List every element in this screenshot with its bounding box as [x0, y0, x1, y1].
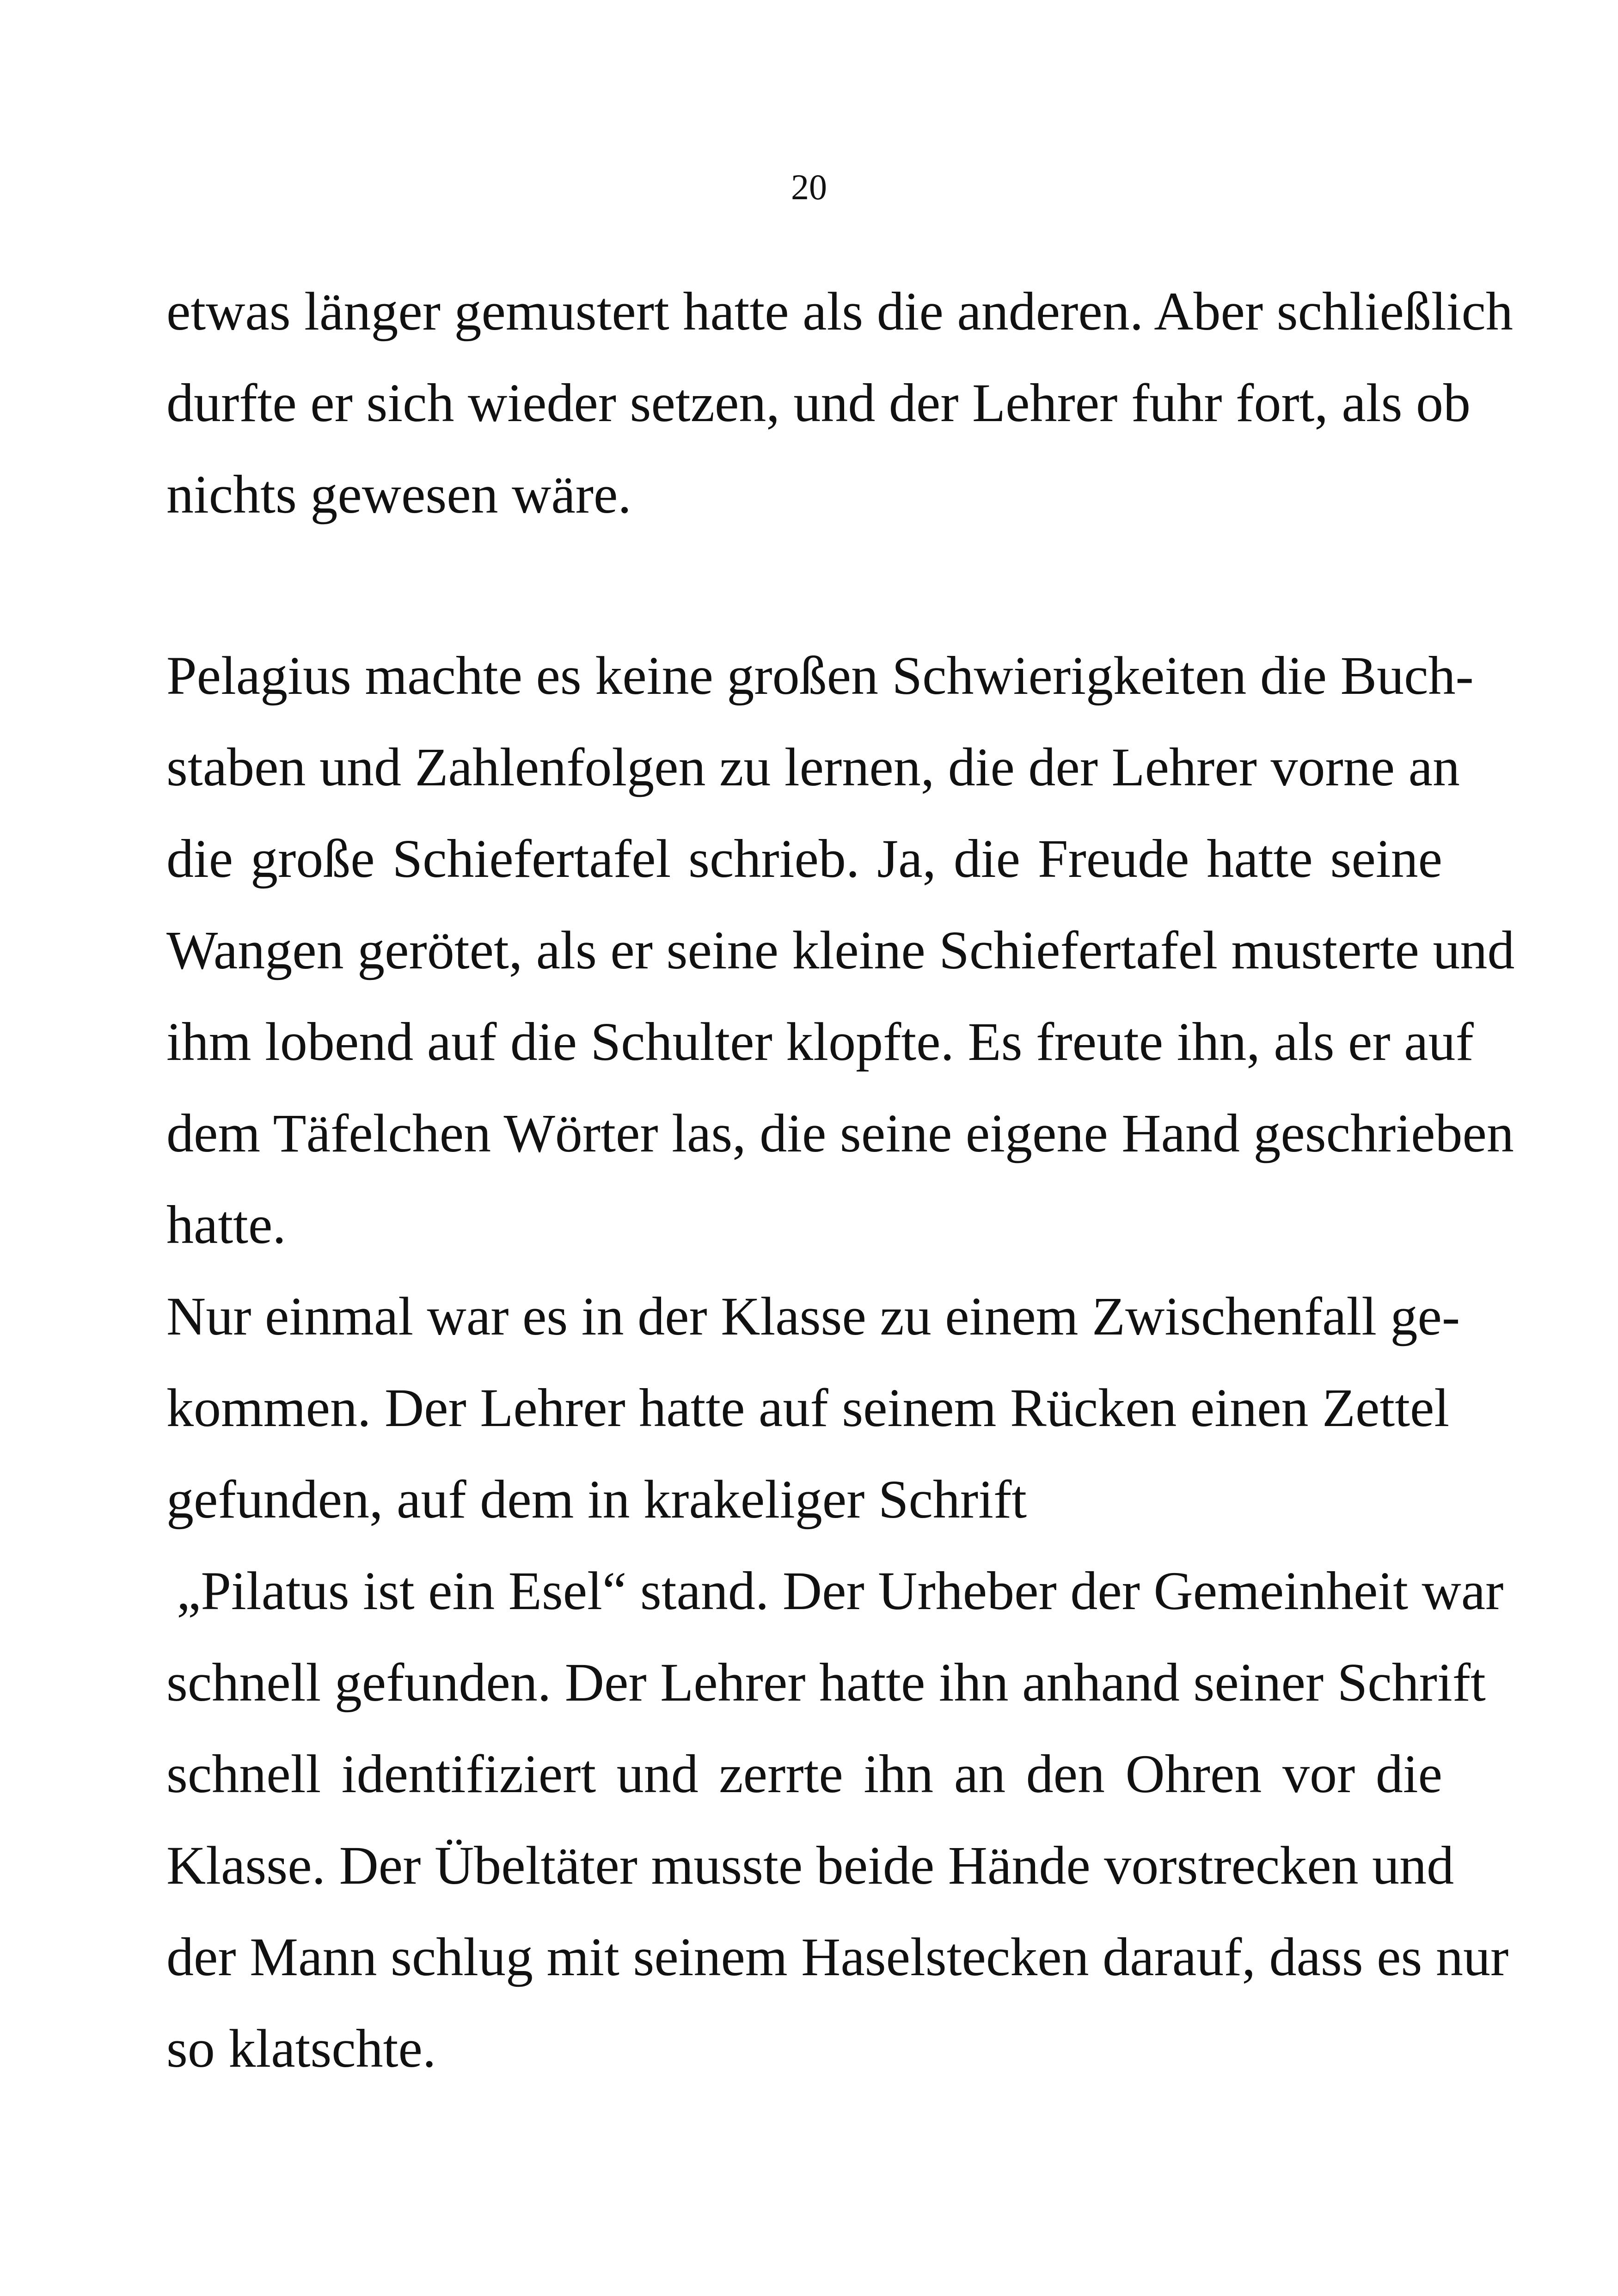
- text-line: Klasse. Der Übeltäter musste beide Hände vorstrecken und: [166, 1835, 1454, 1896]
- text-line: die große Schiefertafel schrieb. Ja, die Freude hatte seine: [166, 828, 1442, 889]
- paragraph-2: [166, 630, 1515, 2094]
- text-line: „Pilatus ist ein Esel“ stand. Der Urheber der Gemeinheit war: [177, 1561, 1504, 1621]
- text-line: durfte er sich wieder setzen, und der Lehrer fuhr fort, als ob: [166, 373, 1471, 433]
- text-line: etwas länger gemustert hatte als die anderen. Aber schließlich: [166, 281, 1513, 342]
- text-line: schnell identifiziert und zerrte ihn an den Ohren vor die: [166, 1744, 1442, 1804]
- text-line: ihm lobend auf die Schulter klopfte. Es freute ihn, als er auf: [166, 1011, 1474, 1072]
- text-line: Nur einmal war es in der Klasse zu einem Zwischenfall ge-: [166, 1286, 1460, 1347]
- text-line: Pelagius machte es keine großen Schwierigkeiten die Buch-: [166, 645, 1474, 706]
- paragraph-1: [166, 266, 1513, 540]
- text-line: der Mann schlug mit seinem Haselstecken darauf, dass es nur: [166, 1927, 1509, 1987]
- text-line: schnell gefunden. Der Lehrer hatte ihn anhand seiner Schrift: [166, 1652, 1486, 1713]
- text-line: kommen. Der Lehrer hatte auf seinem Rücken einen Zettel: [166, 1378, 1450, 1438]
- text-line: nichts gewesen wäre.: [166, 464, 631, 525]
- text-line: Wangen gerötet, als er seine kleine Schiefertafel musterte und: [166, 920, 1515, 980]
- text-line: gefunden, auf dem in krakeliger Schrift: [166, 1469, 1027, 1530]
- text-line: hatte.: [166, 1194, 286, 1255]
- text-line: staben und Zahlenfolgen zu lernen, die der Lehrer vorne an: [166, 737, 1460, 797]
- text-line: so klatschte.: [166, 2018, 436, 2079]
- text-line: dem Täfelchen Wörter las, die seine eigene Hand geschrieben: [166, 1103, 1514, 1163]
- page-number: 20: [791, 167, 827, 207]
